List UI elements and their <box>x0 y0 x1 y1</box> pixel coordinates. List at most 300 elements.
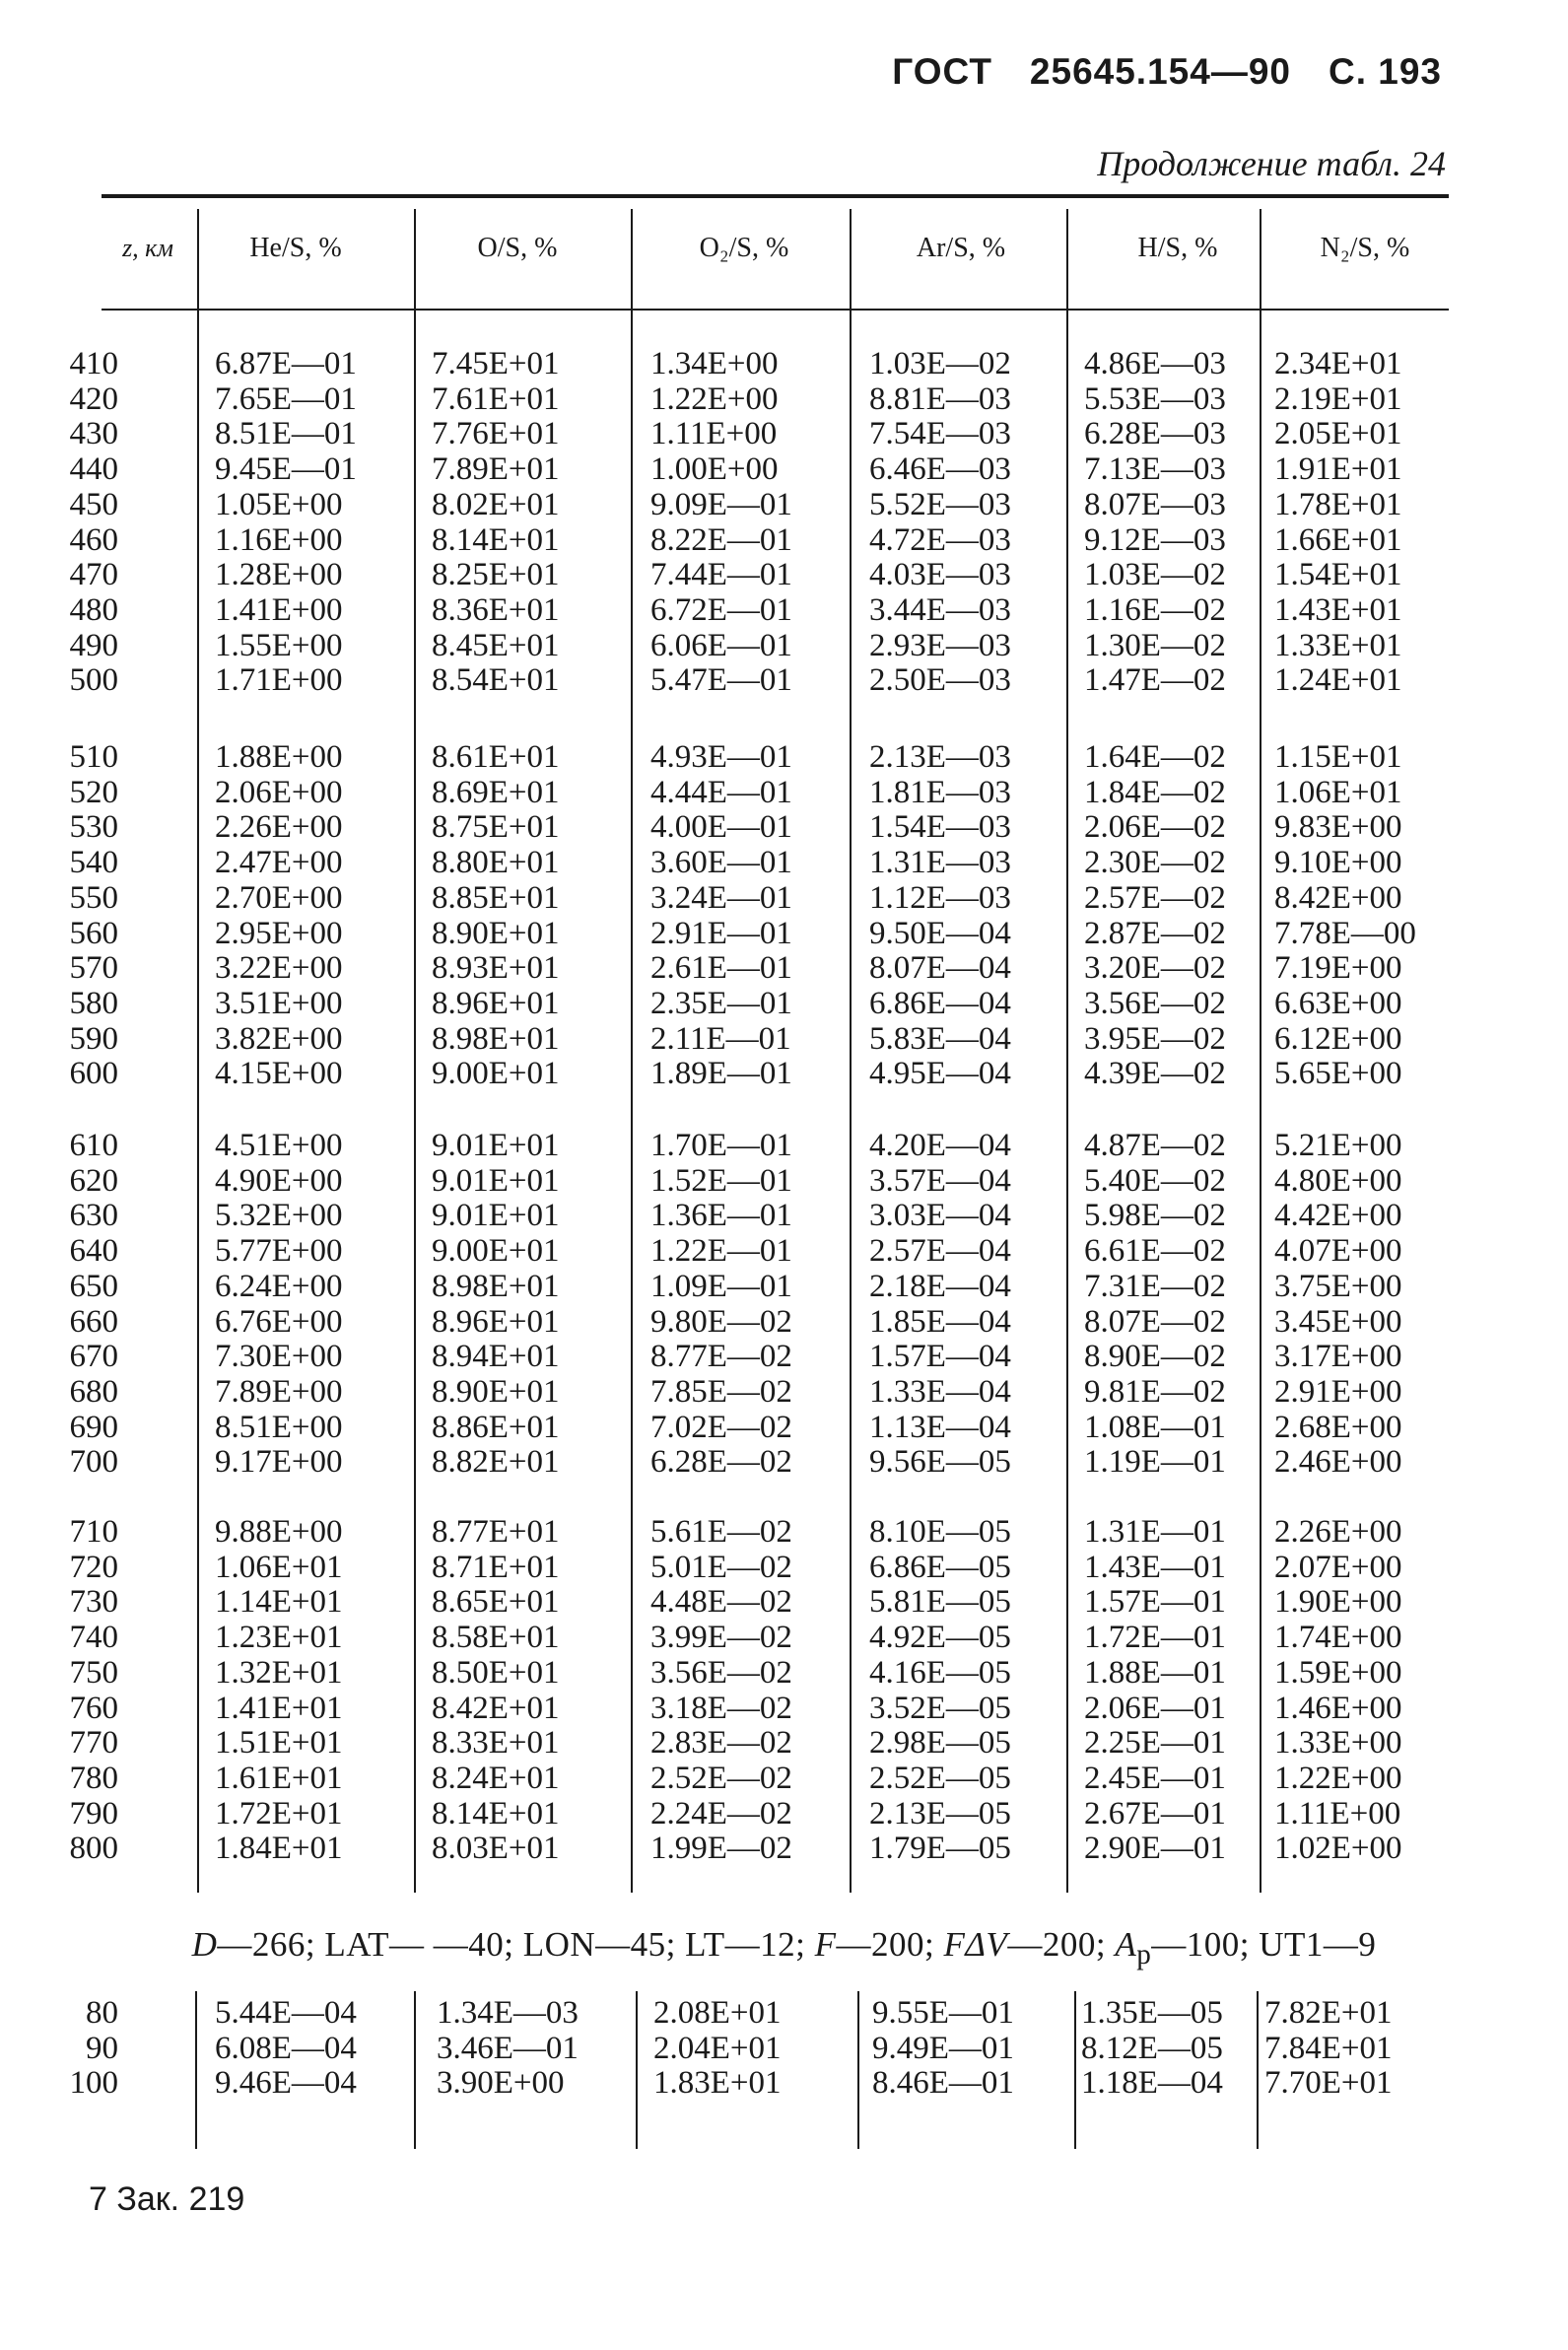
cell-o: 8.75E+01 <box>432 809 560 846</box>
cell-h: 1.03E—02 <box>1084 557 1226 593</box>
cell-n2: 9.10E+00 <box>1274 845 1402 881</box>
cell-o: 8.33E+01 <box>432 1725 560 1762</box>
cell-h: 1.19E—01 <box>1084 1444 1226 1481</box>
cell-altitude: 540 <box>69 845 118 881</box>
cell-ar: 9.55E—01 <box>872 1995 1014 2031</box>
cell-o2: 2.52E—02 <box>650 1760 792 1796</box>
cell-he: 1.23E+01 <box>215 1620 343 1656</box>
cell-o2: 2.35E—01 <box>650 985 792 1021</box>
cell-ar: 8.07E—04 <box>869 950 1011 987</box>
cell-h: 6.28E—03 <box>1084 416 1226 452</box>
cell-altitude: 680 <box>69 1373 118 1410</box>
cell-h: 1.84E—02 <box>1084 774 1226 810</box>
cell-altitude: 590 <box>69 1020 118 1057</box>
cell-he: 1.55E+00 <box>215 627 343 663</box>
table-row <box>0 1270 1568 1304</box>
cell-o: 8.86E+01 <box>432 1409 560 1445</box>
cell-h: 1.72E—01 <box>1084 1620 1226 1656</box>
cell-altitude: 760 <box>69 1690 118 1726</box>
table-row <box>0 593 1568 628</box>
cell-o2: 1.11E+00 <box>650 416 778 452</box>
cell-h: 2.67E—01 <box>1084 1795 1226 1832</box>
cell-n2: 3.45E+00 <box>1274 1303 1402 1340</box>
cell-altitude: 450 <box>69 486 118 522</box>
cell-ar: 3.03E—04 <box>869 1198 1011 1234</box>
cell-n2: 2.91E+00 <box>1274 1373 1402 1410</box>
table-row <box>0 488 1568 522</box>
cell-ar: 6.86E—05 <box>869 1549 1011 1585</box>
cell-h: 1.08E—01 <box>1084 1409 1226 1445</box>
cell-ar: 1.54E—03 <box>869 809 1011 846</box>
cell-o: 8.54E+01 <box>432 662 560 699</box>
cell-altitude: 550 <box>69 879 118 916</box>
cell-altitude: 750 <box>69 1654 118 1691</box>
column-header-o2: O₂/S, % <box>699 233 789 263</box>
cell-ar: 4.72E—03 <box>869 521 1011 558</box>
cell-ar: 1.03E—02 <box>869 346 1011 381</box>
table-row <box>0 1656 1568 1691</box>
cell-altitude: 500 <box>69 662 118 699</box>
table-row <box>0 1199 1568 1233</box>
table-row <box>0 1551 1568 1585</box>
table-row <box>0 740 1568 775</box>
cell-ar: 4.92E—05 <box>869 1620 1011 1656</box>
cell-o2: 1.89E—01 <box>650 1056 792 1092</box>
cell-n2: 5.65E+00 <box>1274 1056 1402 1092</box>
cell-he: 1.28E+00 <box>215 557 343 593</box>
cell-n2: 4.07E+00 <box>1274 1233 1402 1270</box>
cell-h: 1.35E—05 <box>1081 1995 1223 2031</box>
page-footer-order-number: 7 Зак. 219 <box>89 2180 245 2218</box>
cell-altitude: 700 <box>69 1444 118 1481</box>
cell-o: 8.24E+01 <box>432 1760 560 1796</box>
table-row <box>0 1411 1568 1445</box>
cell-n2: 9.83E+00 <box>1274 809 1402 846</box>
cell-ar: 2.93E—03 <box>869 627 1011 663</box>
cell-h: 2.57E—02 <box>1084 879 1226 916</box>
cell-ar: 3.52E—05 <box>869 1690 1011 1726</box>
cond-f-symbol: F <box>814 1925 837 1964</box>
table2-row <box>0 2032 1568 2066</box>
cell-altitude: 560 <box>69 915 118 951</box>
table-row <box>0 1621 1568 1655</box>
cell-h: 9.12E—03 <box>1084 521 1226 558</box>
cell-altitude: 690 <box>69 1409 118 1445</box>
cond-f-value: —200; <box>836 1925 944 1964</box>
cell-he: 8.51E—01 <box>215 416 357 452</box>
cell-n2: 1.54E+01 <box>1274 557 1402 593</box>
table2-row <box>0 2066 1568 2101</box>
cell-o: 8.94E+01 <box>432 1339 560 1375</box>
table-row <box>0 347 1568 381</box>
table-row <box>0 382 1568 417</box>
cell-he: 5.44E—04 <box>215 1995 357 2031</box>
cell-h: 1.47E—02 <box>1084 662 1226 699</box>
cell-n2: 5.21E+00 <box>1274 1128 1402 1163</box>
cell-altitude: 670 <box>69 1339 118 1375</box>
cell-n2: 4.80E+00 <box>1274 1162 1402 1199</box>
cell-o2: 1.83E+01 <box>653 2065 782 2102</box>
cell-n2: 7.84E+01 <box>1264 2030 1393 2066</box>
table-row <box>0 881 1568 916</box>
cell-o2: 1.34E+00 <box>650 346 779 381</box>
cell-n2: 1.24E+01 <box>1274 662 1402 699</box>
table-row <box>0 951 1568 986</box>
cond-ap-symbol: A <box>1115 1925 1137 1964</box>
cell-o: 8.25E+01 <box>432 557 560 593</box>
cell-h: 1.31E—01 <box>1084 1514 1226 1550</box>
cell-o: 8.77E+01 <box>432 1514 560 1550</box>
cell-he: 3.82E+00 <box>215 1020 343 1057</box>
cell-o2: 2.04E+01 <box>653 2030 782 2066</box>
cell-ar: 7.54E—03 <box>869 416 1011 452</box>
cell-o2: 4.93E—01 <box>650 739 792 775</box>
cell-n2: 3.17E+00 <box>1274 1339 1402 1375</box>
cell-h: 7.31E—02 <box>1084 1268 1226 1304</box>
cell-ar: 6.86E—04 <box>869 985 1011 1021</box>
cell-he: 2.26E+00 <box>215 809 343 846</box>
cell-ar: 6.46E—03 <box>869 451 1011 488</box>
cell-o: 8.85E+01 <box>432 879 560 916</box>
cell-he: 1.05E+00 <box>215 486 343 522</box>
cell-o: 8.98E+01 <box>432 1268 560 1304</box>
cell-o: 7.61E+01 <box>432 380 560 417</box>
cell-ar: 1.12E—03 <box>869 879 1011 916</box>
cell-ar: 2.13E—03 <box>869 739 1011 775</box>
cell-altitude: 610 <box>69 1128 118 1163</box>
cell-h: 1.30E—02 <box>1084 627 1226 663</box>
cell-he: 9.45E—01 <box>215 451 357 488</box>
cell-he: 7.65E—01 <box>215 380 357 417</box>
cell-ar: 9.50E—04 <box>869 915 1011 951</box>
cell-h: 2.06E—02 <box>1084 809 1226 846</box>
cell-ar: 5.52E—03 <box>869 486 1011 522</box>
cell-altitude: 490 <box>69 627 118 663</box>
cell-o2: 5.01E—02 <box>650 1549 792 1585</box>
cell-n2: 6.63E+00 <box>1274 985 1402 1021</box>
cell-he: 3.22E+00 <box>215 950 343 987</box>
cell-o2: 7.85E—02 <box>650 1373 792 1410</box>
cell-ar: 1.33E—04 <box>869 1373 1011 1410</box>
cell-altitude: 710 <box>69 1514 118 1550</box>
cell-o2: 3.24E—01 <box>650 879 792 916</box>
cell-o2: 3.99E—02 <box>650 1620 792 1656</box>
cell-n2: 4.42E+00 <box>1274 1198 1402 1234</box>
cell-o: 8.61E+01 <box>432 739 560 775</box>
cell-h: 4.39E—02 <box>1084 1056 1226 1092</box>
cell-o2: 7.02E—02 <box>650 1409 792 1445</box>
cell-altitude: 80 <box>86 1995 118 2031</box>
cell-altitude: 630 <box>69 1198 118 1234</box>
table-row <box>0 1057 1568 1091</box>
cell-h: 4.87E—02 <box>1084 1128 1226 1163</box>
table-row <box>0 1832 1568 1866</box>
column-header-n2: N₂/S, % <box>1320 233 1410 263</box>
cell-ar: 9.49E—01 <box>872 2030 1014 2066</box>
cell-o2: 1.99E—02 <box>650 1831 792 1867</box>
cell-o2: 7.44E—01 <box>650 557 792 593</box>
table-row <box>0 629 1568 663</box>
cell-he: 6.87E—01 <box>215 346 357 381</box>
table-row <box>0 1726 1568 1761</box>
cell-ar: 4.03E—03 <box>869 557 1011 593</box>
table-row <box>0 1164 1568 1199</box>
cell-h: 7.13E—03 <box>1084 451 1226 488</box>
cell-h: 5.98E—02 <box>1084 1198 1226 1234</box>
cell-n2: 1.33E+01 <box>1274 627 1402 663</box>
table-row <box>0 987 1568 1021</box>
cell-o2: 4.44E—01 <box>650 774 792 810</box>
cell-altitude: 740 <box>69 1620 118 1656</box>
cell-altitude: 530 <box>69 809 118 846</box>
cell-altitude: 480 <box>69 591 118 628</box>
cell-h: 1.16E—02 <box>1084 591 1226 628</box>
cell-altitude: 600 <box>69 1056 118 1092</box>
cell-o2: 9.80E—02 <box>650 1303 792 1340</box>
cell-o2: 1.09E—01 <box>650 1268 792 1304</box>
cond-ap-subscript: p <box>1136 1939 1152 1970</box>
cell-he: 1.41E+00 <box>215 591 343 628</box>
cell-altitude: 620 <box>69 1162 118 1199</box>
cell-o: 1.34E—03 <box>437 1995 579 2031</box>
cell-o: 8.58E+01 <box>432 1620 560 1656</box>
cell-h: 2.87E—02 <box>1084 915 1226 951</box>
cell-ar: 1.57E—04 <box>869 1339 1011 1375</box>
cell-altitude: 410 <box>69 346 118 381</box>
table-row <box>0 1692 1568 1726</box>
cell-o2: 8.22E—01 <box>650 521 792 558</box>
table-row <box>0 558 1568 592</box>
cell-ar: 1.13E—04 <box>869 1409 1011 1445</box>
cell-he: 3.51E+00 <box>215 985 343 1021</box>
column-header-he: He/S, % <box>249 233 342 263</box>
cell-ar: 2.98E—05 <box>869 1725 1011 1762</box>
cell-altitude: 460 <box>69 521 118 558</box>
cell-he: 6.76E+00 <box>215 1303 343 1340</box>
cell-ar: 2.18E—04 <box>869 1268 1011 1304</box>
page-number: С. 193 <box>1328 51 1442 92</box>
cell-h: 8.07E—02 <box>1084 1303 1226 1340</box>
cell-o2: 1.22E+00 <box>650 380 779 417</box>
cell-h: 3.95E—02 <box>1084 1020 1226 1057</box>
cell-o2: 2.24E—02 <box>650 1795 792 1832</box>
cell-o2: 2.91E—01 <box>650 915 792 951</box>
cell-h: 1.18E—04 <box>1081 2065 1223 2102</box>
cell-o: 8.36E+01 <box>432 591 560 628</box>
table-row <box>0 1515 1568 1550</box>
cell-o2: 6.28E—02 <box>650 1444 792 1481</box>
table-row <box>0 1234 1568 1269</box>
cell-n2: 1.33E+00 <box>1274 1725 1402 1762</box>
cell-o2: 4.48E—02 <box>650 1584 792 1621</box>
cell-o: 8.96E+01 <box>432 985 560 1021</box>
cell-altitude: 790 <box>69 1795 118 1832</box>
cell-he: 1.71E+00 <box>215 662 343 699</box>
cell-o2: 1.52E—01 <box>650 1162 792 1199</box>
cell-he: 7.89E+00 <box>215 1373 343 1410</box>
cell-ar: 1.85E—04 <box>869 1303 1011 1340</box>
cell-h: 1.88E—01 <box>1084 1654 1226 1691</box>
cell-o: 8.71E+01 <box>432 1549 560 1585</box>
page-header <box>892 51 1442 93</box>
cell-ar: 4.95E—04 <box>869 1056 1011 1092</box>
cell-altitude: 770 <box>69 1725 118 1762</box>
cell-ar: 5.81E—05 <box>869 1584 1011 1621</box>
cell-o: 8.03E+01 <box>432 1831 560 1867</box>
cell-h: 4.86E—03 <box>1084 346 1226 381</box>
table-row <box>0 1305 1568 1340</box>
cell-he: 6.08E—04 <box>215 2030 357 2066</box>
cell-o: 9.01E+01 <box>432 1162 560 1199</box>
table-row <box>0 776 1568 810</box>
cell-o: 8.82E+01 <box>432 1444 560 1481</box>
table-row <box>0 917 1568 951</box>
cell-n2: 1.22E+00 <box>1274 1760 1402 1796</box>
cell-he: 5.77E+00 <box>215 1233 343 1270</box>
table-row <box>0 417 1568 451</box>
cell-he: 4.15E+00 <box>215 1056 343 1092</box>
cell-ar: 8.10E—05 <box>869 1514 1011 1550</box>
cell-h: 2.45E—01 <box>1084 1760 1226 1796</box>
cell-altitude: 650 <box>69 1268 118 1304</box>
cell-n2: 2.07E+00 <box>1274 1549 1402 1585</box>
cell-altitude: 440 <box>69 451 118 488</box>
cell-o: 8.14E+01 <box>432 1795 560 1832</box>
cell-n2: 7.78E—00 <box>1274 915 1416 951</box>
cell-n2: 2.34E+01 <box>1274 346 1402 381</box>
cell-ar: 1.81E—03 <box>869 774 1011 810</box>
cell-he: 1.41E+01 <box>215 1690 343 1726</box>
table2-row <box>0 1996 1568 2031</box>
cell-n2: 2.68E+00 <box>1274 1409 1402 1445</box>
cell-h: 5.40E—02 <box>1084 1162 1226 1199</box>
cell-o: 8.65E+01 <box>432 1584 560 1621</box>
cell-o: 8.90E+01 <box>432 915 560 951</box>
cell-o: 8.02E+01 <box>432 486 560 522</box>
column-header-h: H/S, % <box>1137 233 1218 263</box>
cell-ar: 2.52E—05 <box>869 1760 1011 1796</box>
cell-h: 6.61E—02 <box>1084 1233 1226 1270</box>
cell-he: 8.51E+00 <box>215 1409 343 1445</box>
cell-o: 8.90E+01 <box>432 1373 560 1410</box>
cell-altitude: 720 <box>69 1549 118 1585</box>
cell-he: 1.84E+01 <box>215 1831 343 1867</box>
cell-altitude: 800 <box>69 1831 118 1867</box>
cell-o2: 2.11E—01 <box>650 1020 791 1057</box>
table-row <box>0 846 1568 880</box>
table-row <box>0 1129 1568 1163</box>
cell-o: 3.90E+00 <box>437 2065 565 2102</box>
cell-he: 4.51E+00 <box>215 1128 343 1163</box>
table-row <box>0 810 1568 845</box>
cond-d-value: —266; LAT— —40; LON—45; LT—12; <box>217 1925 815 1964</box>
cell-h: 2.06E—01 <box>1084 1690 1226 1726</box>
cell-he: 9.17E+00 <box>215 1444 343 1481</box>
cell-he: 1.72E+01 <box>215 1795 343 1832</box>
cell-o: 8.93E+01 <box>432 950 560 987</box>
cell-n2: 1.46E+00 <box>1274 1690 1402 1726</box>
cell-altitude: 420 <box>69 380 118 417</box>
cell-o2: 1.00E+00 <box>650 451 779 488</box>
cell-o: 9.01E+01 <box>432 1198 560 1234</box>
cell-altitude: 470 <box>69 557 118 593</box>
cell-h: 8.07E—03 <box>1084 486 1226 522</box>
cell-he: 1.61E+01 <box>215 1760 343 1796</box>
standard-number: 25645.154—90 <box>1029 51 1291 92</box>
cell-h: 2.25E—01 <box>1084 1725 1226 1762</box>
table-top-rule <box>102 194 1449 198</box>
cond-fdv-value: —200; <box>1007 1925 1116 1964</box>
cell-ar: 4.16E—05 <box>869 1654 1011 1691</box>
cell-he: 2.95E+00 <box>215 915 343 951</box>
cell-he: 6.24E+00 <box>215 1268 343 1304</box>
cell-n2: 7.19E+00 <box>1274 950 1402 987</box>
cell-n2: 8.42E+00 <box>1274 879 1402 916</box>
cell-n2: 1.91E+01 <box>1274 451 1402 488</box>
cell-o2: 8.77E—02 <box>650 1339 792 1375</box>
cell-o: 8.96E+01 <box>432 1303 560 1340</box>
cell-n2: 1.11E+00 <box>1274 1795 1401 1832</box>
cell-ar: 2.50E—03 <box>869 662 1011 699</box>
cell-n2: 1.74E+00 <box>1274 1620 1402 1656</box>
cell-n2: 7.70E+01 <box>1264 2065 1393 2102</box>
cell-n2: 2.19E+01 <box>1274 380 1402 417</box>
cell-n2: 2.26E+00 <box>1274 1514 1402 1550</box>
cell-altitude: 730 <box>69 1584 118 1621</box>
cell-altitude: 430 <box>69 416 118 452</box>
cell-n2: 6.12E+00 <box>1274 1020 1402 1057</box>
cell-ar: 8.81E—03 <box>869 380 1011 417</box>
cond-ap-value: —100; UT1—9 <box>1151 1925 1377 1964</box>
cell-n2: 1.43E+01 <box>1274 591 1402 628</box>
cell-o2: 6.06E—01 <box>650 627 792 663</box>
cell-altitude: 570 <box>69 950 118 987</box>
cell-n2: 1.59E+00 <box>1274 1654 1402 1691</box>
cell-ar: 2.57E—04 <box>869 1233 1011 1270</box>
cond-d-symbol: D <box>191 1925 218 1964</box>
standard-label: ГОСТ <box>892 51 992 92</box>
cell-h: 8.90E—02 <box>1084 1339 1226 1375</box>
cell-he: 5.32E+00 <box>215 1198 343 1234</box>
cell-o: 8.42E+01 <box>432 1690 560 1726</box>
cell-h: 3.56E—02 <box>1084 985 1226 1021</box>
cell-o: 9.00E+01 <box>432 1056 560 1092</box>
table-row <box>0 1375 1568 1410</box>
cell-n2: 3.75E+00 <box>1274 1268 1402 1304</box>
cell-o: 8.14E+01 <box>432 521 560 558</box>
cell-he: 1.14E+01 <box>215 1584 343 1621</box>
cell-ar: 1.79E—05 <box>869 1831 1011 1867</box>
cell-o2: 2.61E—01 <box>650 950 792 987</box>
cond-fdv-symbol: FΔV <box>943 1925 1008 1964</box>
cell-o: 7.45E+01 <box>432 346 560 381</box>
cell-o2: 5.47E—01 <box>650 662 792 699</box>
cell-he: 1.16E+00 <box>215 521 343 558</box>
cell-altitude: 640 <box>69 1233 118 1270</box>
cell-ar: 3.44E—03 <box>869 591 1011 628</box>
cell-altitude: 100 <box>69 2065 118 2102</box>
cell-he: 1.51E+01 <box>215 1725 343 1762</box>
cell-o2: 3.60E—01 <box>650 845 792 881</box>
table-row <box>0 1445 1568 1480</box>
cell-o2: 2.83E—02 <box>650 1725 792 1762</box>
table-row <box>0 1797 1568 1832</box>
table-row <box>0 523 1568 558</box>
cell-ar: 2.13E—05 <box>869 1795 1011 1832</box>
cell-o2: 9.09E—01 <box>650 486 792 522</box>
cell-h: 2.90E—01 <box>1084 1831 1226 1867</box>
cell-altitude: 510 <box>69 739 118 775</box>
